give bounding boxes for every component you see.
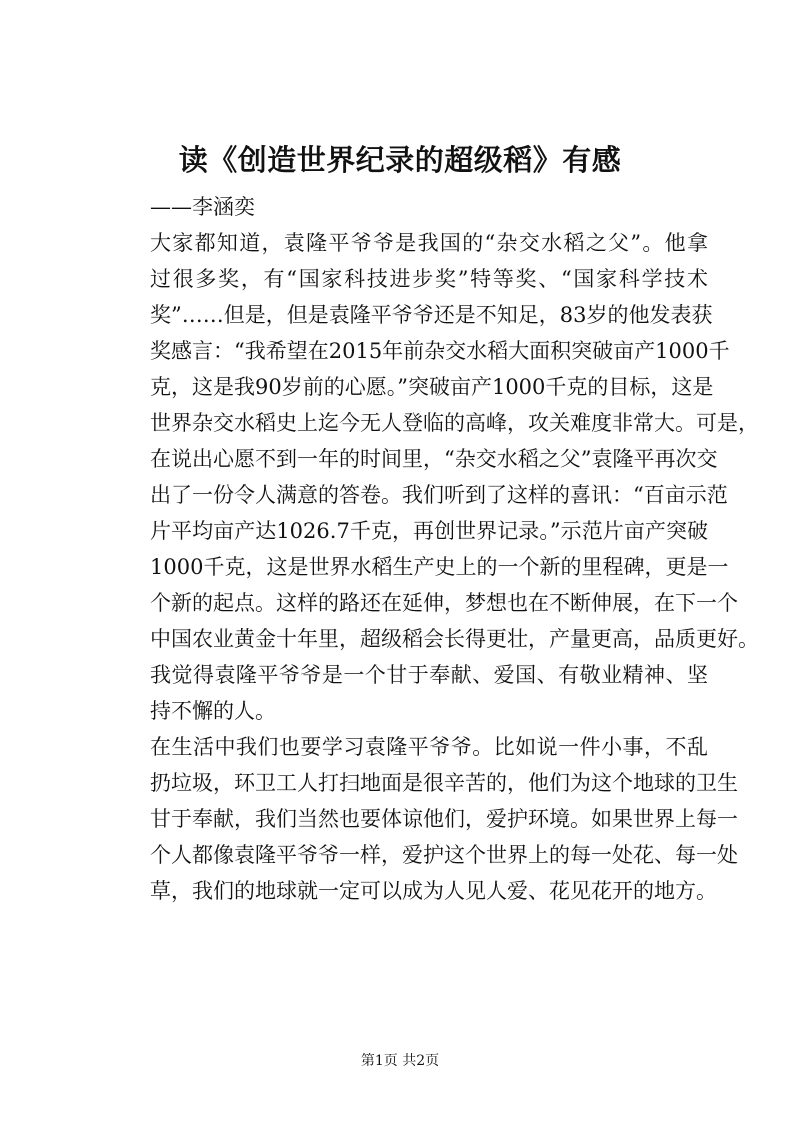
document-body: [108, 225, 759, 909]
text-line: 世界杂交水稻史上迄今无人登临的高峰，攻关难度非常大。可是，: [150, 411, 759, 435]
paragraph-2: [108, 657, 708, 729]
text-line: 中国农业黄金十年里，超级稻会长得更壮，产量更高，品质更好。: [150, 627, 759, 651]
text-line: 个人都像袁隆平爷爷一样，爱护这个世界上的每一处花、每一处: [150, 843, 738, 867]
text-line: 片平均亩产达1026.7千克，再创世界记录。”示范片亩产突破: [150, 519, 708, 543]
text-line: 大家都知道，袁隆平爷爷是我国的“杂交水稻之父”。他拿: [150, 231, 708, 255]
text-line: 奖”……但是，但是袁隆平爷爷还是不知足，83岁的他发表获: [150, 303, 713, 327]
text-line: 在生活中我们也要学习袁隆平爷爷。比如说一件小事，不乱: [150, 735, 708, 759]
text-line: 在说出心愿不到一年的时间里，“杂交水稻之父”袁隆平再次交: [150, 447, 718, 471]
text-line: 我觉得袁隆平爷爷是一个甘于奉献、爱国、有敬业精神、坚: [150, 663, 708, 687]
author-line: ——李涵奕: [150, 195, 255, 219]
document-title: 读《创造世界纪录的超级稻》有感: [178, 143, 622, 177]
text-line: 个新的起点。这样的路还在延伸，梦想也在不断伸展，在下一个: [150, 591, 738, 615]
text-line: 持不懈的人。: [150, 699, 276, 723]
text-line: 出了一份令人满意的答卷。我们听到了这样的喜讯：“百亩示范: [150, 483, 728, 507]
page-footer: 第1页 共2页: [360, 1053, 440, 1069]
text-line: 草，我们的地球就一定可以成为人见人爱、花见花开的地方。: [150, 879, 717, 903]
paragraph-3: [108, 729, 738, 909]
text-line: 克，这是我90岁前的心愿。”突破亩产1000千克的目标，这是: [150, 375, 714, 399]
text-line: 奖感言：“我希望在2015年前杂交水稻大面积突破亩产1000千: [150, 339, 730, 363]
text-line: 1000千克，这是世界水稻生产史上的一个新的里程碑，更是一: [150, 555, 729, 579]
text-line: 甘于奉献，我们当然也要体谅他们，爱护环境。如果世界上每一: [150, 807, 738, 831]
paragraph-1: [108, 225, 759, 657]
text-line: 扔垃圾，环卫工人打扫地面是很辛苦的，他们为这个地球的卫生: [150, 771, 738, 795]
text-line: 过很多奖，有“国家科技进步奖”特等奖、“国家科学技术: [150, 267, 708, 291]
